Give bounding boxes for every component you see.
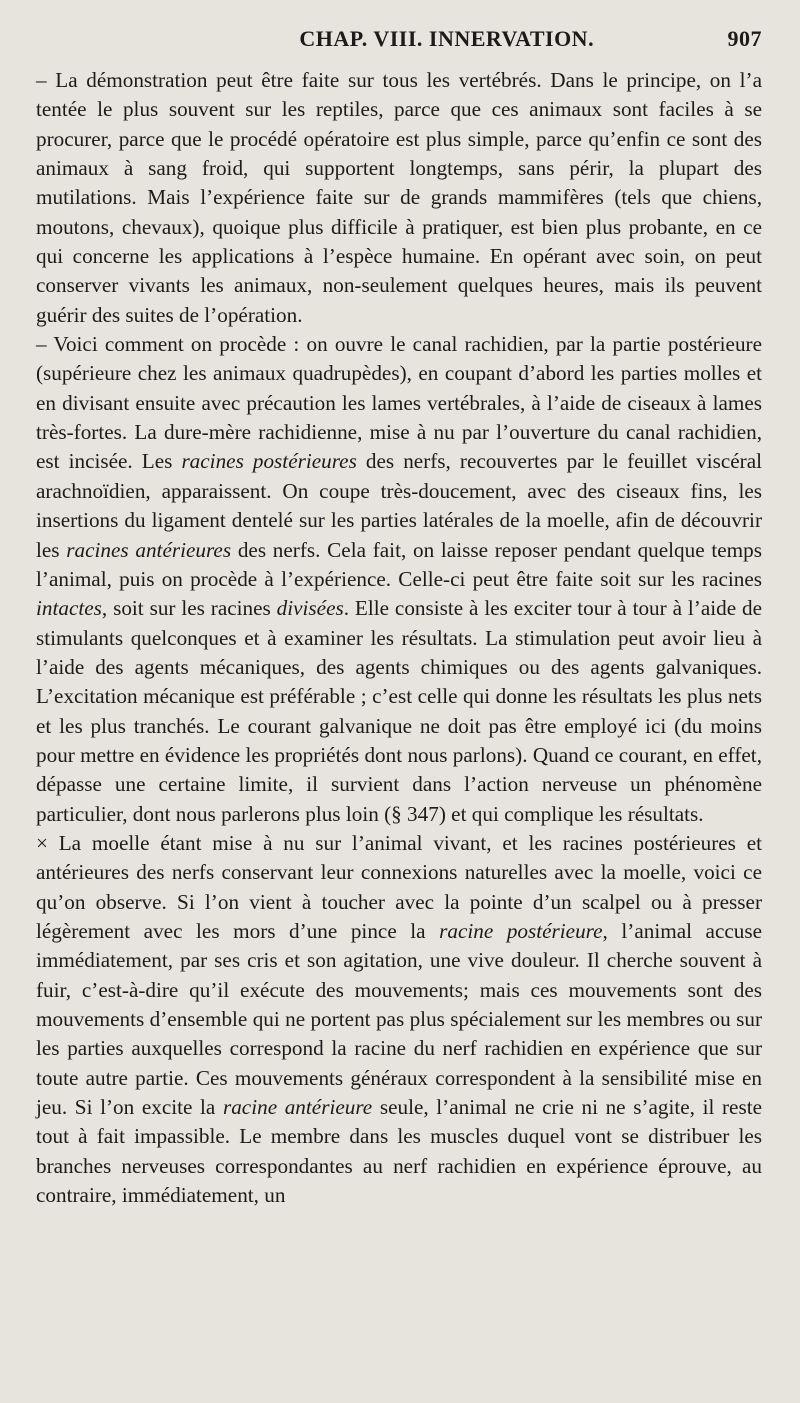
paragraph [36,829,762,1210]
italic-term: racine antérieure [222,1095,373,1120]
text-run: , l’animal accuse immédiatement, par ses cris et son agitation, une vive douleur. Il cherche souvent à fuir, c’est-à-dire qu’il exécute des mouvements; mais ces mouvements sont des mouvements d’ensemble qui ne portent pas plus spécialement sur les membres ou sur les parties auxquelles correspond la racine du nerf rachidien en expérience que sur toute autre partie. Ces mouvements généraux correspondent à la sensibilité mise en jeu. Si l’on excite la [36,918,763,1120]
page-number: 907 [727,26,762,51]
text-run: . Elle consiste à les exciter tour à tour à l’aide de stimulants quelconques et à examiner les résultats. La stimulation peut avoir lieu à l’aide des agents mécaniques, des agents chimiques ou des agents galvaniques. L’excitation mécanique est préférable ; c’est celle qui donne les résultats les plus nets et les plus tranchés. Le courant galvanique ne doit pas être employé ici (du moins pour mettre en évidence les propriétés dont nous parlons). Quand ce courant, en effet, dépasse une certaine limite, il survient dans l’action nerveuse un phénomène particulier, dont nous parlerons plus loin (§ 347) et qui complique les résultats. [36,596,762,826]
italic-term: divisées [276,596,344,621]
text-run: – La démonstration peut être faite sur tous les vertébrés. Dans le principe, on l’a tentée le plus souvent sur les reptiles, parce que ces animaux sont faciles à se procurer, parce que le procédé opératoire est plus simple, parce qu’enfin ce sont des animaux à sang froid, qui supportent longtemps, sans périr, la plupart des mutilations. Mais l’expérience faite sur de grands mammifères (tels que chiens, moutons, chevaux), quoique plus difficile à pratiquer, est bien plus probante, en ce qui concerne les applications à l’espèce humaine. En opérant avec soin, on peut conserver vivants les animaux, non-seulement quelques heures, mais ils peuvent guérir des suites de l’opération. [36,68,762,327]
text-run: – Voici comment on procède : on ouvre le canal rachidien, par la partie postérieure (supérieure chez les animaux quadrupèdes), en coupant d’abord les parties molles et en divisant ensuite avec précaution les lames vertébrales, à l’aide de ciseaux à lames très-fortes. La dure-mère rachidienne, mise à nu par l’ouverture du canal rachidien, est incisée. Les [36,332,762,474]
italic-term: racines postérieures [181,449,357,474]
paragraph [36,330,762,829]
text-run: × La moelle étant mise à nu sur l’animal vivant, et les racines postérieures et antérieures des nerfs conservant leur connexions naturelles avec la moelle, voici ce qu’on observe. Si l’on vient à toucher avec la pointe d’un scalpel ou à presser légèrement avec les mors d’une pince la [36,830,762,943]
text-run: , soit sur les racines [101,596,277,621]
body-text [36,66,762,1210]
paragraph [36,66,762,330]
text-run: seule, l’animal ne crie ni ne s’agite, il reste tout à fait impassible. Le membre dans les muscles duquel vont se distribuer les branches nerveuses correspondantes au nerf rachidien en expérience éprouve, au contraire, immédiatement, un [36,1095,762,1208]
text-run: des nerfs, recouvertes par le feuillet viscéral arachnoïdien, apparaissent. On coupe très-doucement, avec des ciseaux fins, les insertions du ligament dentelé sur les parties latérales de la moelle, afin de découvrir les [36,449,763,562]
text-run: des nerfs. Cela fait, on laisse reposer pendant quelque temps l’animal, puis on procède à l’expérience. Celle-ci peut être faite soit sur les racines [36,537,762,591]
italic-term: intactes [36,596,102,621]
page-header [36,26,762,66]
running-title: CHAP. VIII. INNERVATION. [299,26,595,51]
italic-term: racines antérieures [66,537,232,562]
italic-term: racine postérieure [439,918,603,943]
